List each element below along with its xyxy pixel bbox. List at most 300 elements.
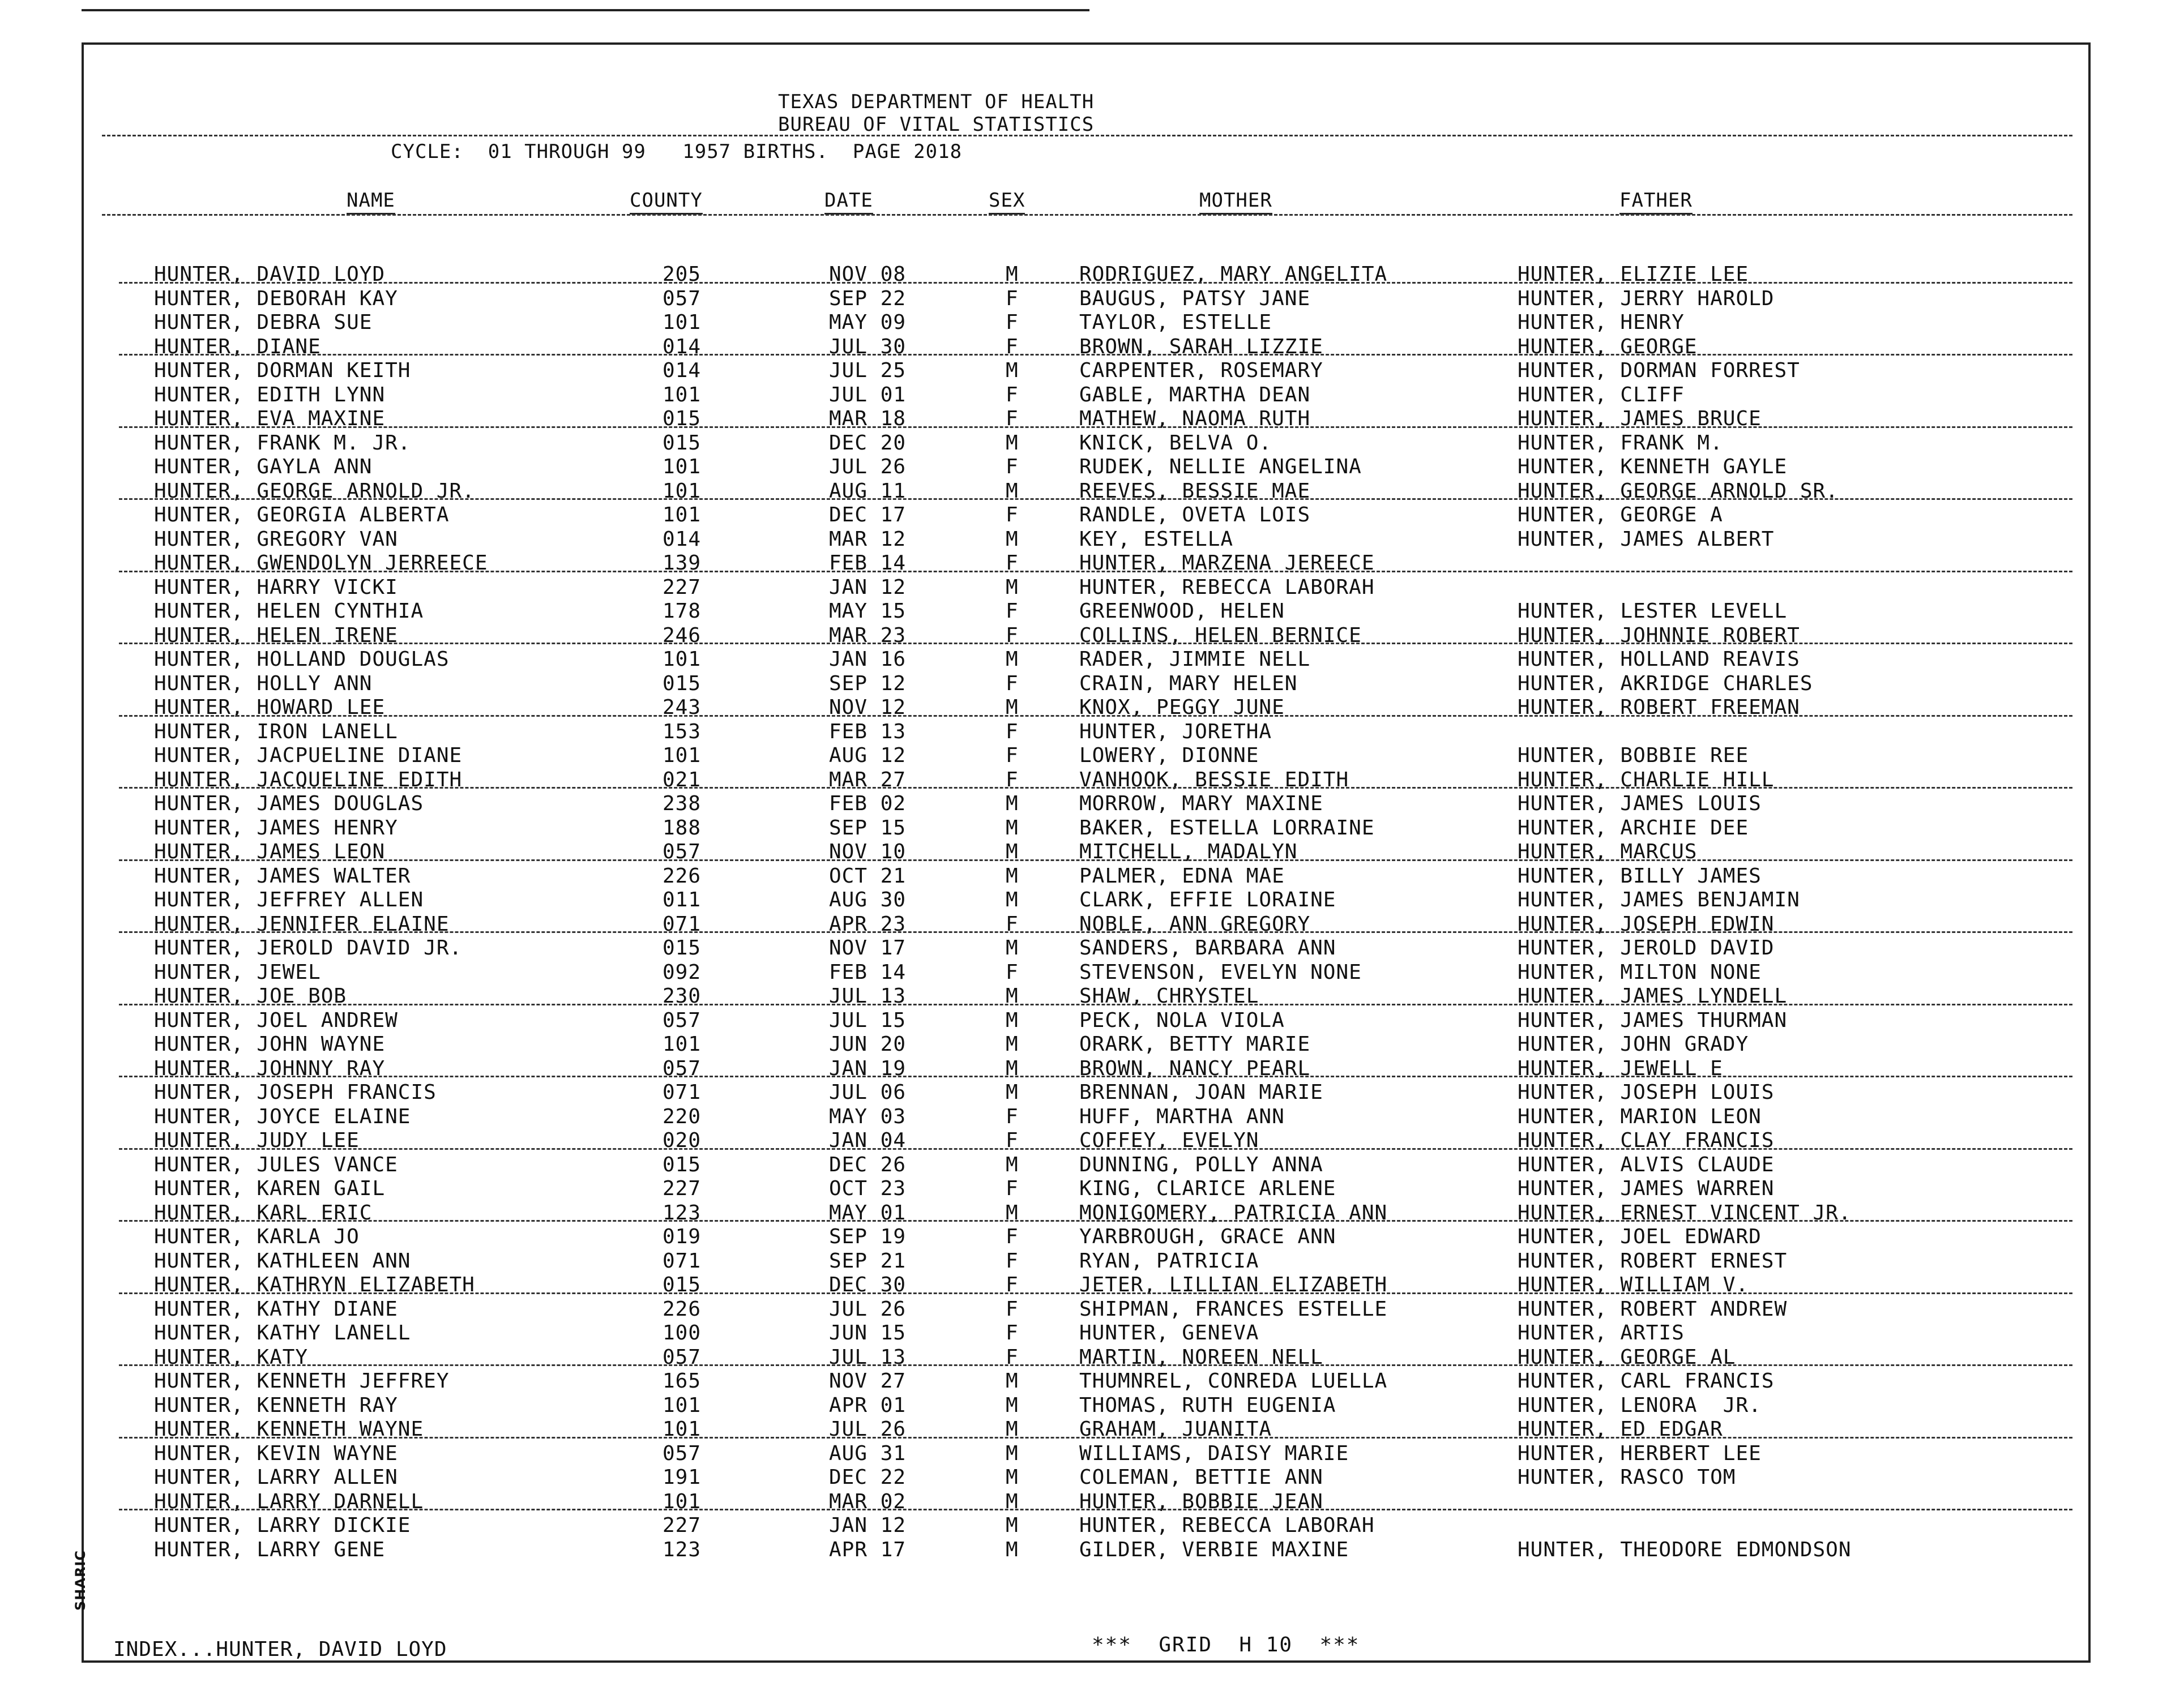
record-row	[0, 1465, 2171, 1489]
record-mother: SHAW, CHRYSTEL	[1079, 984, 1259, 1008]
record-row	[0, 1176, 2171, 1200]
record-mother: STEVENSON, EVELYN NONE	[1079, 960, 1362, 984]
record-mother: BAUGUS, PATSY JANE	[1079, 286, 1311, 310]
record-father: HUNTER, BILLY JAMES	[1518, 864, 1762, 888]
record-father: HUNTER, ERNEST VINCENT JR.	[1518, 1201, 1852, 1225]
record-name: HUNTER, GEORGE ARNOLD JR.	[154, 479, 475, 503]
record-county: 139	[663, 551, 702, 575]
record-row	[0, 719, 2171, 743]
record-mother: BAKER, ESTELLA LORRAINE	[1079, 816, 1375, 840]
record-date: APR 23	[829, 912, 907, 936]
record-date: JUL 13	[829, 984, 907, 1008]
record-father: HUNTER, WILLIAM V.	[1518, 1273, 1749, 1296]
record-sex: M	[1006, 1008, 1019, 1032]
record-mother: WILLIAMS, DAISY MARIE	[1079, 1441, 1349, 1465]
record-date: MAY 03	[829, 1105, 907, 1128]
record-sex: F	[1006, 960, 1019, 984]
record-father: HUNTER, RASCO TOM	[1518, 1466, 1736, 1489]
footer-index: INDEX...HUNTER, DAVID LOYD	[113, 1638, 447, 1661]
record-father: HUNTER, JOHNNIE ROBERT	[1518, 623, 1800, 647]
record-mother: RYAN, PATRICIA	[1079, 1249, 1259, 1273]
record-father: HUNTER, ROBERT ANDREW	[1518, 1297, 1788, 1321]
record-name: HUNTER, LARRY ALLEN	[154, 1466, 398, 1489]
column-header-county: COUNTY	[630, 189, 703, 215]
record-date: SEP 12	[829, 671, 907, 695]
record-date: AUG 30	[829, 888, 907, 911]
record-row	[0, 262, 2171, 286]
record-county: 101	[663, 744, 702, 767]
record-row	[0, 647, 2171, 671]
record-sex: F	[1006, 335, 1019, 358]
record-row	[0, 1031, 2171, 1056]
record-date: SEP 22	[829, 286, 907, 310]
record-date: APR 01	[829, 1393, 907, 1417]
record-mother: BRENNAN, JOAN MARIE	[1079, 1081, 1323, 1104]
record-name: HUNTER, GAYLA ANN	[154, 455, 373, 478]
record-name: HUNTER, JACPUELINE DIANE	[154, 744, 463, 767]
record-county: 101	[663, 1418, 702, 1441]
record-sex: M	[1006, 527, 1019, 551]
record-mother: MORROW, MARY MAXINE	[1079, 792, 1323, 815]
header-rule	[102, 135, 2072, 136]
record-father: HUNTER, GEORGE	[1518, 335, 1698, 358]
record-mother: GRAHAM, JUANITA	[1079, 1418, 1272, 1441]
record-mother: HUNTER, GENEVA	[1079, 1321, 1259, 1345]
record-sex: M	[1006, 1081, 1019, 1104]
record-row	[0, 526, 2171, 551]
record-name: HUNTER, LARRY GENE	[154, 1538, 386, 1561]
record-mother: DUNNING, POLLY ANNA	[1079, 1153, 1323, 1176]
record-mother: TAYLOR, ESTELLE	[1079, 311, 1272, 334]
record-name: HUNTER, JOHN WAYNE	[154, 1033, 386, 1056]
record-row	[0, 960, 2171, 984]
record-name: HUNTER, GREGORY VAN	[154, 527, 398, 551]
record-date: OCT 21	[829, 864, 907, 888]
record-sex: M	[1006, 1466, 1019, 1489]
record-date: SEP 15	[829, 816, 907, 840]
record-county: 191	[663, 1466, 702, 1489]
column-header-father: FATHER	[1619, 189, 1693, 215]
record-name: HUNTER, KEVIN WAYNE	[154, 1441, 398, 1465]
record-sex: M	[1006, 984, 1019, 1008]
record-sex: M	[1006, 1033, 1019, 1056]
record-county: 092	[663, 960, 702, 984]
record-mother: CLARK, EFFIE LORAINE	[1079, 888, 1336, 911]
record-name: HUNTER, KENNETH RAY	[154, 1393, 398, 1417]
record-date: JUL 06	[829, 1081, 907, 1104]
record-row	[0, 1537, 2171, 1561]
record-date: DEC 20	[829, 431, 907, 455]
record-county: 015	[663, 671, 702, 695]
record-mother: YARBROUGH, GRACE ANN	[1079, 1225, 1336, 1248]
record-row	[0, 1296, 2171, 1321]
record-date: JAN 16	[829, 648, 907, 671]
record-sex: M	[1006, 936, 1019, 960]
record-date: DEC 17	[829, 503, 907, 526]
record-date: MAR 12	[829, 527, 907, 551]
record-county: 226	[663, 864, 702, 888]
record-county: 071	[663, 1249, 702, 1273]
record-mother: THUMNREL, CONREDA LUELLA	[1079, 1369, 1388, 1393]
record-sex: F	[1006, 912, 1019, 936]
record-mother: BROWN, NANCY PEARL	[1079, 1056, 1311, 1080]
record-name: HUNTER, KATY	[154, 1345, 309, 1369]
record-sex: M	[1006, 1393, 1019, 1417]
record-name: HUNTER, LARRY DARNELL	[154, 1489, 424, 1513]
header-department: TEXAS DEPARTMENT OF HEALTH	[778, 91, 1095, 113]
record-county: 057	[663, 286, 702, 310]
record-sex: M	[1006, 864, 1019, 888]
record-sex: M	[1006, 696, 1019, 719]
record-mother: KNICK, BELVA O.	[1079, 431, 1272, 455]
record-county: 101	[663, 455, 702, 478]
record-name: HUNTER, EVA MAXINE	[154, 407, 386, 430]
record-row	[0, 502, 2171, 526]
record-date: AUG 11	[829, 479, 907, 503]
record-county: 220	[663, 1105, 702, 1128]
record-county: 057	[663, 1008, 702, 1032]
record-date: JUL 15	[829, 1008, 907, 1032]
record-father: HUNTER, ROBERT FREEMAN	[1518, 696, 1800, 719]
record-name: HUNTER, GEORGIA ALBERTA	[154, 503, 450, 526]
record-date: MAR 23	[829, 623, 907, 647]
record-father: HUNTER, THEODORE EDMONDSON	[1518, 1538, 1852, 1561]
record-name: HUNTER, LARRY DICKIE	[154, 1514, 411, 1537]
record-county: 057	[663, 1441, 702, 1465]
record-sex: F	[1006, 1321, 1019, 1345]
record-name: HUNTER, JEROLD DAVID JR.	[154, 936, 463, 960]
record-name: HUNTER, GWENDOLYN JERREECE	[154, 551, 488, 575]
record-name: HUNTER, HOWARD LEE	[154, 696, 386, 719]
record-county: 015	[663, 1273, 702, 1296]
record-mother: VANHOOK, BESSIE EDITH	[1079, 768, 1349, 791]
record-county: 020	[663, 1129, 702, 1152]
record-row	[0, 478, 2171, 503]
record-sex: F	[1006, 503, 1019, 526]
record-mother: SANDERS, BARBARA ANN	[1079, 936, 1336, 960]
record-county: 227	[663, 1177, 702, 1200]
record-county: 101	[663, 479, 702, 503]
record-mother: PALMER, EDNA MAE	[1079, 864, 1285, 888]
record-mother: HUNTER, MARZENA JEREECE	[1079, 551, 1375, 575]
record-row	[0, 863, 2171, 888]
record-name: HUNTER, JAMES WALTER	[154, 864, 411, 888]
record-mother: NOBLE, ANN GREGORY	[1079, 912, 1311, 936]
record-sex: M	[1006, 575, 1019, 599]
record-father: HUNTER, JOSEPH LOUIS	[1518, 1081, 1775, 1104]
record-date: JAN 04	[829, 1129, 907, 1152]
record-sex: F	[1006, 744, 1019, 767]
record-sex: M	[1006, 431, 1019, 455]
record-father: HUNTER, JOSEPH EDWIN	[1518, 912, 1775, 936]
record-county: 101	[663, 1393, 702, 1417]
record-county: 019	[663, 1225, 702, 1248]
record-row	[0, 1513, 2171, 1537]
record-father: HUNTER, JOEL EDWARD	[1518, 1225, 1762, 1248]
record-father: HUNTER, CHARLIE HILL	[1518, 768, 1775, 791]
record-county: 101	[663, 383, 702, 406]
record-county: 101	[663, 648, 702, 671]
record-name: HUNTER, KENNETH WAYNE	[154, 1418, 424, 1441]
record-county: 101	[663, 503, 702, 526]
record-county: 101	[663, 1033, 702, 1056]
record-name: HUNTER, HELEN CYNTHIA	[154, 600, 424, 623]
record-father: HUNTER, ALVIS CLAUDE	[1518, 1153, 1775, 1176]
record-sex: F	[1006, 1129, 1019, 1152]
record-date: NOV 12	[829, 696, 907, 719]
record-date: NOV 27	[829, 1369, 907, 1393]
record-sex: M	[1006, 816, 1019, 840]
record-date: DEC 30	[829, 1273, 907, 1296]
record-row	[0, 1056, 2171, 1080]
record-date: FEB 13	[829, 720, 907, 743]
record-row	[0, 935, 2171, 960]
record-county: 227	[663, 575, 702, 599]
column-header-name: NAME	[347, 189, 395, 215]
record-date: JUL 26	[829, 1418, 907, 1441]
record-county: 071	[663, 1081, 702, 1104]
record-mother: COLEMAN, BETTIE ANN	[1079, 1466, 1323, 1489]
record-row	[0, 743, 2171, 767]
record-mother: RADER, JIMMIE NELL	[1079, 648, 1311, 671]
record-row	[0, 1248, 2171, 1273]
record-mother: HUNTER, BOBBIE JEAN	[1079, 1489, 1323, 1513]
record-county: 123	[663, 1538, 702, 1561]
record-mother: MONIGOMERY, PATRICIA ANN	[1079, 1201, 1388, 1225]
record-row	[0, 334, 2171, 358]
record-father: HUNTER, GEORGE AL	[1518, 1345, 1736, 1369]
record-row	[0, 1368, 2171, 1393]
record-row	[0, 286, 2171, 310]
record-father: HUNTER, MARION LEON	[1518, 1105, 1762, 1128]
record-county: 071	[663, 912, 702, 936]
record-sex: F	[1006, 671, 1019, 695]
record-mother: COLLINS, HELEN BERNICE	[1079, 623, 1362, 647]
record-sex: M	[1006, 359, 1019, 382]
record-row	[0, 454, 2171, 478]
record-date: SEP 21	[829, 1249, 907, 1273]
record-row	[0, 839, 2171, 863]
record-county: 101	[663, 311, 702, 334]
record-row	[0, 550, 2171, 575]
record-row	[0, 887, 2171, 911]
record-row	[0, 382, 2171, 406]
record-father: HUNTER, LESTER LEVELL	[1518, 600, 1788, 623]
record-date: MAY 15	[829, 600, 907, 623]
record-father: HUNTER, JAMES ALBERT	[1518, 527, 1775, 551]
record-county: 057	[663, 840, 702, 863]
record-mother: MATHEW, NAOMA RUTH	[1079, 407, 1311, 430]
record-mother: SHIPMAN, FRANCES ESTELLE	[1079, 1297, 1388, 1321]
record-mother: MARTIN, NOREEN NELL	[1079, 1345, 1323, 1369]
record-father: HUNTER, LENORA JR.	[1518, 1393, 1762, 1417]
record-name: HUNTER, HOLLAND DOUGLAS	[154, 648, 450, 671]
record-date: JUL 26	[829, 1297, 907, 1321]
record-name: HUNTER, JOE BOB	[154, 984, 347, 1008]
record-date: JAN 12	[829, 575, 907, 599]
header-cycle: CYCLE: 01 THROUGH 99 1957 BIRTHS. PAGE 2018	[391, 140, 963, 163]
record-mother: KING, CLARICE ARLENE	[1079, 1177, 1336, 1200]
record-sex: F	[1006, 1225, 1019, 1248]
record-sex: F	[1006, 1297, 1019, 1321]
record-sex: F	[1006, 286, 1019, 310]
record-date: JUL 01	[829, 383, 907, 406]
record-mother: GREENWOOD, HELEN	[1079, 600, 1285, 623]
record-sex: F	[1006, 1249, 1019, 1273]
record-row	[0, 1441, 2171, 1465]
record-row	[0, 983, 2171, 1008]
record-row	[0, 911, 2171, 936]
record-date: MAR 27	[829, 768, 907, 791]
record-name: HUNTER, HARRY VICKI	[154, 575, 398, 599]
record-date: JUN 15	[829, 1321, 907, 1345]
record-name: HUNTER, EDITH LYNN	[154, 383, 386, 406]
record-mother: COFFEY, EVELYN	[1079, 1129, 1259, 1152]
record-name: HUNTER, JOEL ANDREW	[154, 1008, 398, 1032]
record-county: 238	[663, 792, 702, 815]
record-county: 011	[663, 888, 702, 911]
record-county: 057	[663, 1056, 702, 1080]
record-name: HUNTER, DORMAN KEITH	[154, 359, 411, 382]
record-row	[0, 310, 2171, 334]
record-row	[0, 791, 2171, 815]
top-edge-rule	[82, 0, 1089, 11]
record-name: HUNTER, JUDY LEE	[154, 1129, 360, 1152]
record-date: JAN 12	[829, 1514, 907, 1537]
record-row	[0, 358, 2171, 382]
record-father: HUNTER, DORMAN FORREST	[1518, 359, 1800, 382]
record-father: HUNTER, KENNETH GAYLE	[1518, 455, 1788, 478]
record-mother: GABLE, MARTHA DEAN	[1079, 383, 1311, 406]
record-county: 015	[663, 407, 702, 430]
record-county: 188	[663, 816, 702, 840]
record-father: HUNTER, BOBBIE REE	[1518, 744, 1749, 767]
record-name: HUNTER, JEWEL	[154, 960, 321, 984]
record-name: HUNTER, JAMES HENRY	[154, 816, 398, 840]
record-row	[0, 1345, 2171, 1369]
record-date: AUG 12	[829, 744, 907, 767]
record-father: HUNTER, HOLLAND REAVIS	[1518, 648, 1800, 671]
record-date: JUN 20	[829, 1033, 907, 1056]
footer-grid: *** GRID H 10 ***	[1092, 1633, 1360, 1656]
record-name: HUNTER, FRANK M. JR.	[154, 431, 411, 455]
record-father: HUNTER, CLAY FRANCIS	[1518, 1129, 1775, 1152]
record-father: HUNTER, HERBERT LEE	[1518, 1441, 1762, 1465]
record-father: HUNTER, JAMES THURMAN	[1518, 1008, 1788, 1032]
record-mother: MITCHELL, MADALYN	[1079, 840, 1298, 863]
record-father: HUNTER, HENRY	[1518, 311, 1685, 334]
record-row	[0, 406, 2171, 430]
record-county: 015	[663, 936, 702, 960]
record-date: JUL 13	[829, 1345, 907, 1369]
record-name: HUNTER, HOLLY ANN	[154, 671, 373, 695]
record-name: HUNTER, KARLA JO	[154, 1225, 360, 1248]
record-father: HUNTER, ROBERT ERNEST	[1518, 1249, 1788, 1273]
record-row	[0, 1416, 2171, 1441]
record-mother: REEVES, BESSIE MAE	[1079, 479, 1311, 503]
record-father: HUNTER, GEORGE ARNOLD SR.	[1518, 479, 1839, 503]
record-sex: F	[1006, 1105, 1019, 1128]
record-name: HUNTER, JOSEPH FRANCIS	[154, 1081, 437, 1104]
record-sex: M	[1006, 1538, 1019, 1561]
record-name: HUNTER, JOHNNY RAY	[154, 1056, 386, 1080]
record-name: HUNTER, KATHRYN ELIZABETH	[154, 1273, 475, 1296]
record-row	[0, 1128, 2171, 1152]
record-mother: LOWERY, DIONNE	[1079, 744, 1259, 767]
record-mother: HUNTER, REBECCA LABORAH	[1079, 575, 1375, 599]
birth-records-list	[0, 262, 2171, 1561]
record-father: HUNTER, MILTON NONE	[1518, 960, 1762, 984]
record-father: HUNTER, MARCUS	[1518, 840, 1698, 863]
record-date: JAN 19	[829, 1056, 907, 1080]
record-sex: F	[1006, 1273, 1019, 1296]
record-county: 100	[663, 1321, 702, 1345]
record-name: HUNTER, HELEN IRENE	[154, 623, 398, 647]
record-father: HUNTER, AKRIDGE CHARLES	[1518, 671, 1813, 695]
record-county: 014	[663, 335, 702, 358]
record-date: NOV 17	[829, 936, 907, 960]
record-mother: KEY, ESTELLA	[1079, 527, 1234, 551]
record-father: HUNTER, FRANK M.	[1518, 431, 1723, 455]
record-name: HUNTER, JAMES LEON	[154, 840, 386, 863]
record-row	[0, 671, 2171, 695]
record-date: MAR 18	[829, 407, 907, 430]
record-father: HUNTER, JAMES BENJAMIN	[1518, 888, 1800, 911]
record-sex: F	[1006, 1177, 1019, 1200]
record-county: 165	[663, 1369, 702, 1393]
record-father: HUNTER, JEROLD DAVID	[1518, 936, 1775, 960]
record-mother: GILDER, VERBIE MAXINE	[1079, 1538, 1349, 1561]
record-row	[0, 430, 2171, 455]
record-county: 021	[663, 768, 702, 791]
record-sex: M	[1006, 1441, 1019, 1465]
record-mother: HUNTER, REBECCA LABORAH	[1079, 1514, 1375, 1537]
record-name: HUNTER, DEBORAH KAY	[154, 286, 398, 310]
record-mother: BROWN, SARAH LIZZIE	[1079, 335, 1323, 358]
record-county: 014	[663, 359, 702, 382]
record-county: 101	[663, 1489, 702, 1513]
record-county: 153	[663, 720, 702, 743]
record-name: HUNTER, KAREN GAIL	[154, 1177, 386, 1200]
record-county: 226	[663, 1297, 702, 1321]
record-date: AUG 31	[829, 1441, 907, 1465]
record-date: MAY 09	[829, 311, 907, 334]
column-header-mother: MOTHER	[1199, 189, 1272, 215]
record-father: HUNTER, ARCHIE DEE	[1518, 816, 1749, 840]
record-date: JUL 30	[829, 335, 907, 358]
record-row	[0, 1152, 2171, 1176]
record-mother: JETER, LILLIAN ELIZABETH	[1079, 1273, 1388, 1296]
record-name: HUNTER, KATHLEEN ANN	[154, 1249, 411, 1273]
record-sex: M	[1006, 1153, 1019, 1176]
record-mother: HUFF, MARTHA ANN	[1079, 1105, 1285, 1128]
record-county: 123	[663, 1201, 702, 1225]
record-county: 178	[663, 600, 702, 623]
record-name: HUNTER, KARL ERIC	[154, 1201, 373, 1225]
record-sex: F	[1006, 623, 1019, 647]
record-row	[0, 1272, 2171, 1296]
record-date: JUL 25	[829, 359, 907, 382]
record-sex: M	[1006, 479, 1019, 503]
record-row	[0, 1224, 2171, 1248]
record-father: HUNTER, JEWELL E	[1518, 1056, 1723, 1080]
record-sex: F	[1006, 455, 1019, 478]
record-row	[0, 767, 2171, 791]
record-date: NOV 10	[829, 840, 907, 863]
record-mother: RUDEK, NELLIE ANGELINA	[1079, 455, 1362, 478]
record-mother: ORARK, BETTY MARIE	[1079, 1033, 1311, 1056]
record-date: JUL 26	[829, 455, 907, 478]
